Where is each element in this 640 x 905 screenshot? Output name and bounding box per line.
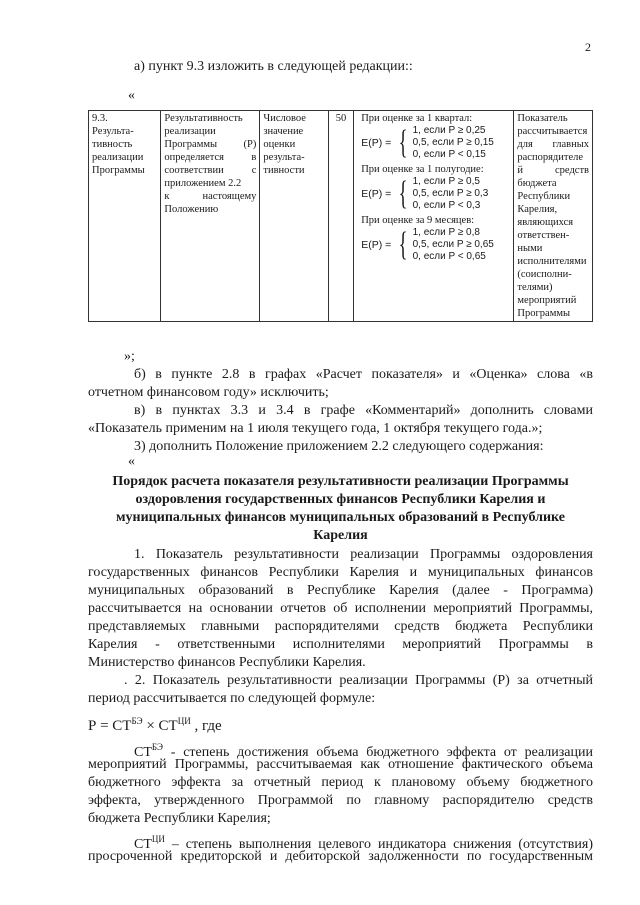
- item-v-line2: «Показатель применим на 1 июля текущего года, 1 октября текущего года.»;: [88, 421, 543, 436]
- q1-title: При оценке за 1 квартал:: [361, 113, 473, 124]
- formula-main: $Р = СТ^{БЭ} \times СТ^{ЦИ}$ , где: [88, 716, 222, 734]
- q2-formula: E(P) = { 1, если P ≥ 0,5 0,5, если P ≥ 0,3 0, если P < 0,3: [361, 175, 489, 212]
- left-brace-icon: {: [398, 226, 408, 263]
- cell-weight: 50: [328, 111, 354, 322]
- close-quote: »;: [124, 349, 135, 364]
- left-brace-icon: {: [398, 124, 408, 161]
- q3-title: При оценке за 9 месяцев:: [361, 215, 475, 226]
- cell-calculation: Результативность реализации Программы (Р) определяется в соответствии с приложением 2.2 к настоящему Положению: [161, 111, 260, 322]
- cell-evaluation: [354, 111, 514, 322]
- left-brace-icon: {: [398, 175, 408, 212]
- item-3: 3) дополнить Положение приложением 2.2 следующего содержания:: [134, 439, 544, 454]
- table-row: [89, 111, 593, 322]
- q3-formula: E(P) = { 1, если P ≥ 0,8 0,5, если P ≥ 0,65 0, если P < 0,65: [361, 226, 494, 263]
- appendix-heading: Порядок расчета показателя результативности реализации Программы оздоровления государственных финансов Республики Карелия и муниципальных финансов муниципальных образований в Республике Карелия: [112, 474, 569, 543]
- q2-title: При оценке за 1 полугодие:: [361, 164, 484, 175]
- indicator-table: [88, 110, 593, 322]
- q1-formula: E(P) = { 1, если P ≥ 0,25 0,5, если P ≥ 0,15 0, если P < 0,15: [361, 124, 494, 161]
- open-quote-2: «: [128, 454, 135, 469]
- page-number: 2: [585, 40, 591, 54]
- cell-comment: Показатель рассчитывается для главных распорядителе й средств бюджета Республики Карелия, являющихся ответствен- ными исполнителями (соисполни- телями) мероприятий Программы: [514, 111, 593, 322]
- cell-number-name: 9.3. Результа- тивность реализации Программы: [89, 111, 161, 322]
- item-b-line2: отчетном финансовом году» исключить;: [88, 385, 329, 400]
- item-b-line1: б) в пункте 2.8 в графах «Расчет показателя» и «Оценка» слова «в: [134, 367, 593, 382]
- item-a: а) пункт 9.3 изложить в следующей редакции::: [134, 59, 413, 74]
- cell-value-type: Числовое значение оценки результа- тивности: [260, 111, 328, 322]
- item-v-line1: в) в пунктах 3.3 и 3.4 в графе «Комментарий» дополнить словами: [134, 403, 593, 418]
- open-quote-1: «: [128, 88, 135, 103]
